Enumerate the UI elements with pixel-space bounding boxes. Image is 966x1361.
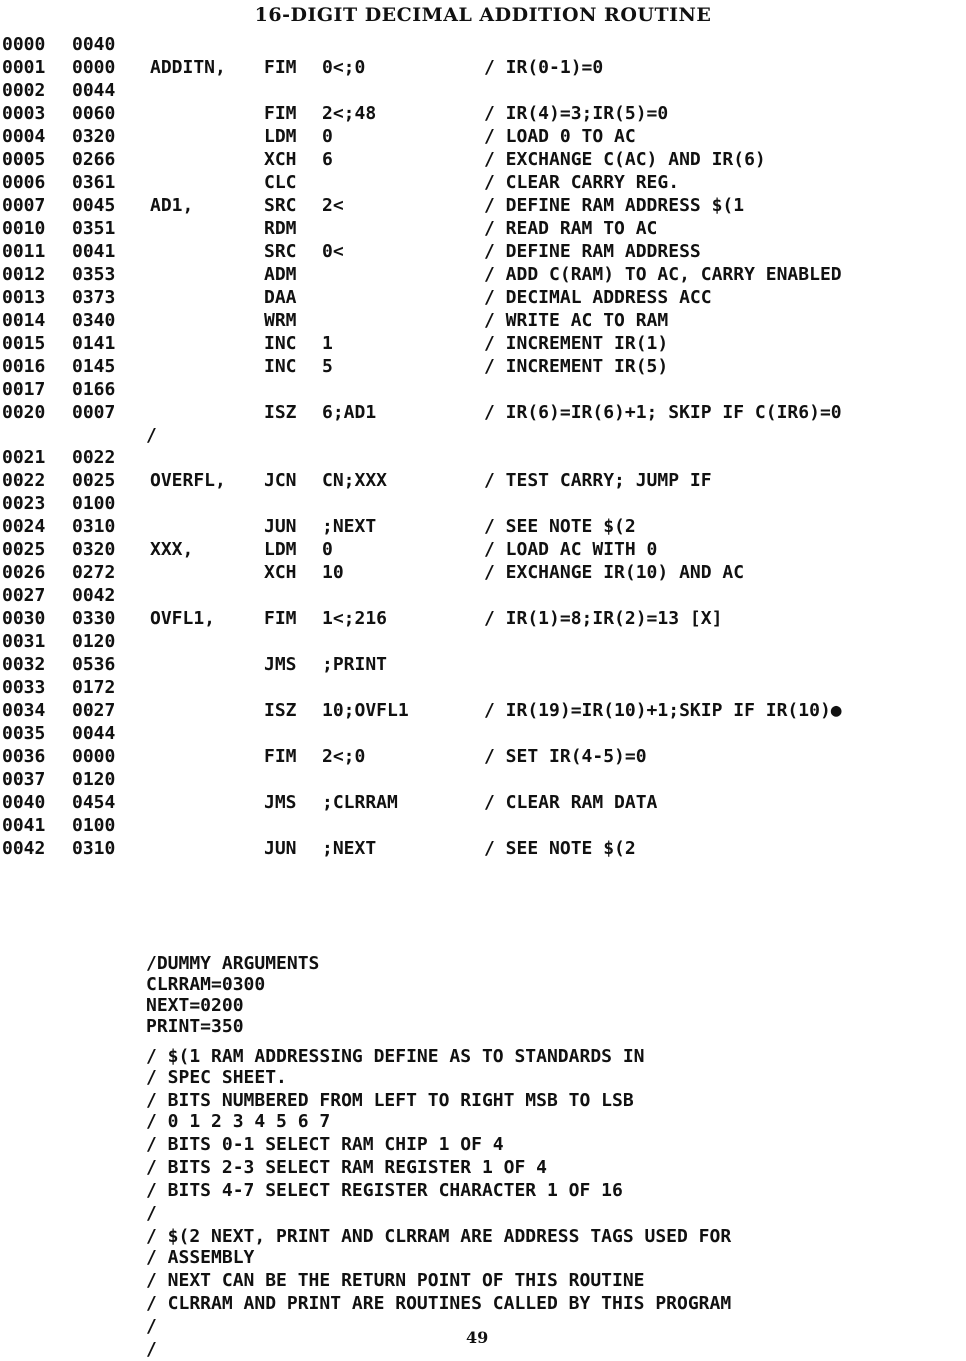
mnemonic-cell: ADM (264, 264, 297, 285)
opcode-cell: 0007 (72, 402, 116, 423)
mnemonic-cell: XCH (264, 562, 297, 583)
comment-cell: / IR(6)=IR(6)+1; SKIP IF C(IR6)=0 (484, 402, 842, 423)
opcode-cell: 0041 (72, 241, 116, 262)
comment-cell: / EXCHANGE IR(10) AND AC (484, 562, 745, 583)
address-cell: 0020 (2, 402, 46, 423)
mnemonic-cell: JUN (264, 516, 297, 537)
opcode-cell: 0272 (72, 562, 116, 583)
mnemonic-cell: INC (264, 333, 297, 354)
comment-cell: / EXCHANGE C(AC) AND IR(6) (484, 149, 766, 170)
stray-slash-mark: / (146, 425, 157, 446)
opcode-cell: 0310 (72, 838, 116, 859)
address-cell: 0006 (2, 172, 46, 193)
comment-cell: / INCREMENT IR(5) (484, 356, 669, 377)
opcode-cell: 0320 (72, 126, 116, 147)
mnemonic-cell: FIM (264, 103, 297, 124)
comment-cell: / WRITE AC TO RAM (484, 310, 669, 331)
opcode-cell: 0044 (72, 80, 116, 101)
note-line: / SPEC SHEET. (146, 1067, 287, 1088)
comment-cell: / LOAD AC WITH 0 (484, 539, 658, 560)
comment-cell: / IR(0-1)=0 (484, 57, 604, 78)
opcode-cell: 0536 (72, 654, 116, 675)
note-line: / BITS 0-1 SELECT RAM CHIP 1 OF 4 (146, 1134, 504, 1155)
opcode-cell: 0100 (72, 493, 116, 514)
comment-cell: / SEE NOTE $(2 (484, 516, 636, 537)
mnemonic-cell: RDM (264, 218, 297, 239)
address-cell: 0016 (2, 356, 46, 377)
mnemonic-cell: ISZ (264, 402, 297, 423)
opcode-cell: 0166 (72, 379, 116, 400)
label-cell: OVERFL, (150, 470, 226, 491)
mnemonic-cell: FIM (264, 57, 297, 78)
note-line: / CLRRAM AND PRINT ARE ROUTINES CALLED BY THIS PROGRAM (146, 1293, 732, 1314)
note-line: /DUMMY ARGUMENTS (146, 953, 320, 974)
operand-cell: ;CLRRAM (322, 792, 398, 813)
address-cell: 0024 (2, 516, 46, 537)
note-line: / (146, 1203, 157, 1224)
opcode-cell: 0060 (72, 103, 116, 124)
operand-cell: 2<;48 (322, 103, 377, 124)
opcode-cell: 0022 (72, 447, 116, 468)
operand-cell: 1<;216 (322, 608, 388, 629)
operand-cell: 2< (322, 195, 344, 216)
address-cell: 0032 (2, 654, 46, 675)
label-cell: ADDITN, (150, 57, 226, 78)
operand-cell: 10 (322, 562, 344, 583)
note-line: / BITS 2-3 SELECT RAM REGISTER 1 OF 4 (146, 1157, 547, 1178)
note-line: / (146, 1339, 157, 1360)
opcode-cell: 0145 (72, 356, 116, 377)
opcode-cell: 0141 (72, 333, 116, 354)
address-cell: 0003 (2, 103, 46, 124)
label-cell: AD1, (150, 195, 194, 216)
opcode-cell: 0040 (72, 34, 116, 55)
mnemonic-cell: LDM (264, 539, 297, 560)
address-cell: 0011 (2, 241, 46, 262)
address-cell: 0000 (2, 34, 46, 55)
address-cell: 0002 (2, 80, 46, 101)
address-cell: 0005 (2, 149, 46, 170)
address-cell: 0025 (2, 539, 46, 560)
address-cell: 0031 (2, 631, 46, 652)
operand-cell: 6;AD1 (322, 402, 377, 423)
opcode-cell: 0045 (72, 195, 116, 216)
comment-cell: / IR(19)=IR(10)+1;SKIP IF IR(10)● (484, 700, 842, 721)
address-cell: 0021 (2, 447, 46, 468)
comment-cell: / IR(1)=8;IR(2)=13 [X] (484, 608, 723, 629)
address-cell: 0022 (2, 470, 46, 491)
operand-cell: 5 (322, 356, 333, 377)
opcode-cell: 0353 (72, 264, 116, 285)
note-line: / $(1 RAM ADDRESSING DEFINE AS TO STANDARDS IN (146, 1046, 645, 1067)
address-cell: 0030 (2, 608, 46, 629)
opcode-cell: 0310 (72, 516, 116, 537)
address-cell: 0013 (2, 287, 46, 308)
note-line: / 0 1 2 3 4 5 6 7 (146, 1111, 331, 1132)
operand-cell: ;PRINT (322, 654, 388, 675)
operand-cell: 10;OVFL1 (322, 700, 409, 721)
opcode-cell: 0373 (72, 287, 116, 308)
mnemonic-cell: JMS (264, 654, 297, 675)
address-cell: 0012 (2, 264, 46, 285)
opcode-cell: 0000 (72, 746, 116, 767)
opcode-cell: 0320 (72, 539, 116, 560)
note-line: NEXT=0200 (146, 995, 244, 1016)
page-title: 16-DIGIT DECIMAL ADDITION ROUTINE (254, 4, 712, 26)
label-cell: OVFL1, (150, 608, 216, 629)
mnemonic-cell: INC (264, 356, 297, 377)
address-cell: 0042 (2, 838, 46, 859)
address-cell: 0036 (2, 746, 46, 767)
address-cell: 0004 (2, 126, 46, 147)
comment-cell: / DEFINE RAM ADDRESS $(1 (484, 195, 745, 216)
address-cell: 0017 (2, 379, 46, 400)
operand-cell: 1 (322, 333, 333, 354)
mnemonic-cell: JUN (264, 838, 297, 859)
opcode-cell: 0172 (72, 677, 116, 698)
opcode-cell: 0120 (72, 631, 116, 652)
comment-cell: / READ RAM TO AC (484, 218, 658, 239)
operand-cell: ;NEXT (322, 516, 377, 537)
note-line: PRINT=350 (146, 1016, 244, 1037)
address-cell: 0037 (2, 769, 46, 790)
note-line: / (146, 1316, 157, 1337)
note-line: CLRRAM=0300 (146, 974, 266, 995)
comment-cell: / CLEAR CARRY REG. (484, 172, 680, 193)
mnemonic-cell: JMS (264, 792, 297, 813)
mnemonic-cell: CLC (264, 172, 297, 193)
comment-cell: / SET IR(4-5)=0 (484, 746, 647, 767)
opcode-cell: 0361 (72, 172, 116, 193)
address-cell: 0015 (2, 333, 46, 354)
opcode-cell: 0027 (72, 700, 116, 721)
opcode-cell: 0351 (72, 218, 116, 239)
comment-cell: / CLEAR RAM DATA (484, 792, 658, 813)
address-cell: 0040 (2, 792, 46, 813)
comment-cell: / IR(4)=3;IR(5)=0 (484, 103, 669, 124)
address-cell: 0007 (2, 195, 46, 216)
mnemonic-cell: FIM (264, 608, 297, 629)
operand-cell: 6 (322, 149, 333, 170)
opcode-cell: 0042 (72, 585, 116, 606)
mnemonic-cell: LDM (264, 126, 297, 147)
address-cell: 0035 (2, 723, 46, 744)
address-cell: 0023 (2, 493, 46, 514)
opcode-cell: 0266 (72, 149, 116, 170)
operand-cell: 0<;0 (322, 57, 366, 78)
mnemonic-cell: FIM (264, 746, 297, 767)
opcode-cell: 0330 (72, 608, 116, 629)
note-line: / $(2 NEXT, PRINT AND CLRRAM ARE ADDRESS TAGS USED FOR (146, 1226, 732, 1247)
mnemonic-cell: XCH (264, 149, 297, 170)
opcode-cell: 0454 (72, 792, 116, 813)
comment-cell: / DECIMAL ADDRESS ACC (484, 287, 712, 308)
page-number: 49 (466, 1328, 489, 1347)
operand-cell: 0 (322, 539, 333, 560)
address-cell: 0026 (2, 562, 46, 583)
note-line: / ASSEMBLY (146, 1247, 255, 1268)
address-cell: 0001 (2, 57, 46, 78)
comment-cell: / DEFINE RAM ADDRESS (484, 241, 701, 262)
comment-cell: / TEST CARRY; JUMP IF (484, 470, 712, 491)
note-line: / BITS 4-7 SELECT REGISTER CHARACTER 1 OF 16 (146, 1180, 623, 1201)
address-cell: 0034 (2, 700, 46, 721)
operand-cell: ;NEXT (322, 838, 377, 859)
address-cell: 0033 (2, 677, 46, 698)
opcode-cell: 0044 (72, 723, 116, 744)
note-line: / BITS NUMBERED FROM LEFT TO RIGHT MSB TO LSB (146, 1090, 634, 1111)
mnemonic-cell: SRC (264, 241, 297, 262)
opcode-cell: 0340 (72, 310, 116, 331)
mnemonic-cell: DAA (264, 287, 297, 308)
operand-cell: 2<;0 (322, 746, 366, 767)
address-cell: 0041 (2, 815, 46, 836)
note-line: / NEXT CAN BE THE RETURN POINT OF THIS ROUTINE (146, 1270, 645, 1291)
comment-cell: / ADD C(RAM) TO AC, CARRY ENABLED (484, 264, 842, 285)
mnemonic-cell: JCN (264, 470, 297, 491)
operand-cell: 0< (322, 241, 344, 262)
comment-cell: / INCREMENT IR(1) (484, 333, 669, 354)
operand-cell: CN;XXX (322, 470, 388, 491)
opcode-cell: 0000 (72, 57, 116, 78)
comment-cell: / SEE NOTE $(2 (484, 838, 636, 859)
address-cell: 0014 (2, 310, 46, 331)
operand-cell: 0 (322, 126, 333, 147)
label-cell: XXX, (150, 539, 194, 560)
mnemonic-cell: ISZ (264, 700, 297, 721)
opcode-cell: 0025 (72, 470, 116, 491)
address-cell: 0027 (2, 585, 46, 606)
mnemonic-cell: SRC (264, 195, 297, 216)
address-cell: 0010 (2, 218, 46, 239)
opcode-cell: 0120 (72, 769, 116, 790)
mnemonic-cell: WRM (264, 310, 297, 331)
opcode-cell: 0100 (72, 815, 116, 836)
comment-cell: / LOAD 0 TO AC (484, 126, 636, 147)
